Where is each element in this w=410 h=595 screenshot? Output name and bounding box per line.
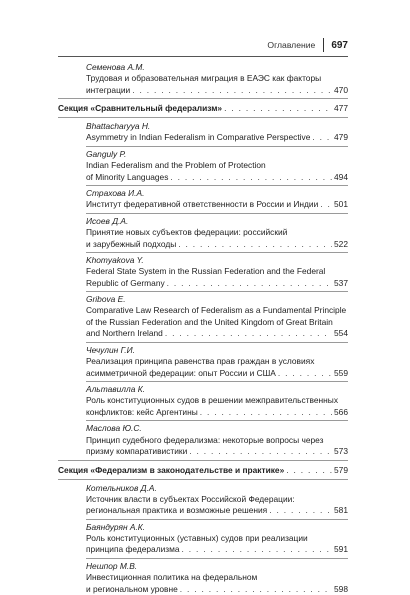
leader-dots	[278, 368, 332, 380]
entries-top	[58, 62, 348, 96]
entry-divider	[86, 381, 348, 382]
entry-title-end: Институт федеративной ответственности в России и Индии	[86, 199, 319, 210]
leader-dots	[180, 584, 332, 595]
leader-dots	[269, 505, 332, 517]
entry-page: 501	[334, 199, 348, 210]
entry-last-line	[86, 584, 348, 595]
header-separator	[323, 38, 324, 52]
entry-page: 598	[334, 583, 348, 594]
entry-divider	[86, 252, 348, 253]
leader-dots	[182, 544, 332, 556]
entry-last-line	[86, 239, 348, 251]
leader-dots	[170, 172, 332, 184]
entry-last-line	[86, 544, 348, 556]
leader-dots	[167, 278, 332, 290]
entry-author: Баяндурян А.К.	[86, 521, 146, 532]
entry-title-end: Republic of Germany	[86, 277, 165, 288]
entry-author: Семенова А.М.	[86, 62, 145, 72]
entry-title-line: Indian Federalism and the Problem of Protection	[86, 160, 266, 171]
entry-title-line: Принятие новых субъектов федерации: российский	[86, 227, 288, 238]
entry-title-line: Источник власти в субъектах Российской Федерации:	[86, 493, 295, 504]
entry-title-end: призму компаративистики	[86, 446, 188, 457]
entry-last-line	[86, 505, 348, 517]
leader-dots	[312, 132, 332, 144]
toc-entry[interactable]	[58, 188, 348, 211]
entries-section-1	[58, 121, 348, 457]
toc-entry[interactable]	[58, 62, 348, 96]
toc-entry[interactable]	[58, 149, 348, 183]
toc-entry[interactable]	[58, 423, 348, 457]
entry-title-end: региональная практика и возможные решения	[86, 505, 268, 516]
section-heading-legislation[interactable]	[58, 460, 348, 480]
toc-entry[interactable]	[58, 216, 348, 250]
entry-divider	[86, 519, 348, 520]
header-rule	[58, 56, 348, 57]
table-of-contents	[58, 62, 348, 595]
leader-dots	[286, 464, 332, 476]
entry-last-line	[86, 132, 348, 144]
leader-dots	[189, 446, 332, 458]
entry-last-line	[86, 446, 348, 458]
entry-last-line	[86, 199, 348, 211]
entry-title-end: и региональном уровне	[86, 583, 178, 594]
running-title: Оглавление	[267, 40, 316, 50]
entry-author: Gribova E.	[86, 294, 126, 305]
leader-dots	[165, 328, 332, 340]
page-number: 697	[331, 39, 348, 51]
leader-dots	[320, 199, 332, 211]
entry-page: 479	[334, 132, 348, 143]
toc-entry[interactable]	[58, 483, 348, 517]
entry-title-line: Инвестиционная политика на федеральном	[86, 572, 258, 583]
section-page: 579	[334, 464, 348, 475]
entry-title-line: Comparative Law Research of Federalism as a Fundamental Principle	[86, 305, 347, 316]
toc-entry[interactable]	[58, 121, 348, 144]
entry-divider	[86, 185, 348, 186]
entry-page: 554	[334, 328, 348, 339]
toc-entry[interactable]	[58, 345, 348, 379]
entry-page: 494	[334, 171, 348, 182]
entry-divider	[86, 420, 348, 421]
entry-author: Нешпор М.В.	[86, 560, 138, 571]
toc-entry[interactable]	[58, 255, 348, 289]
toc-entry[interactable]	[58, 294, 348, 340]
entry-author: Альтавилла К.	[86, 384, 145, 395]
entry-author: Маслова Ю.С.	[86, 423, 142, 434]
entry-title-end: and Northern Ireland	[86, 328, 163, 339]
leader-dots	[224, 102, 332, 114]
entry-author: Ganguly P.	[86, 148, 127, 159]
section-heading-comparative[interactable]	[58, 98, 348, 118]
entry-title-end: асимметричной федерации: опыт России и США	[86, 367, 276, 378]
section-title: Секция «Федерализм в законодательстве и практике»	[58, 464, 285, 475]
toc-entry[interactable]	[58, 384, 348, 418]
entry-divider	[86, 146, 348, 147]
entry-last-line	[86, 368, 348, 380]
entry-last-line	[86, 407, 348, 419]
running-header	[58, 36, 348, 54]
entry-title-end: of Minority Languages	[86, 171, 169, 182]
entry-last-line	[86, 278, 348, 290]
entries-section-2	[58, 483, 348, 595]
entry-divider	[86, 558, 348, 559]
entry-title-end: и зарубежный подходы	[86, 238, 177, 249]
entry-title-line: of the Russian Federation and the United Kingdom of Great Britain	[86, 316, 333, 327]
entry-divider	[86, 291, 348, 292]
entry-last-line	[86, 172, 348, 184]
leader-dots	[200, 407, 332, 419]
entry-divider	[86, 213, 348, 214]
leader-dots	[178, 239, 332, 251]
entry-title-line: Роль конституционных судов в решении межправительственных	[86, 395, 339, 406]
entry-title-end: Asymmetry in Indian Federalism in Comparative Perspective	[86, 132, 311, 143]
entry-author: Bhattacharyya H.	[86, 121, 151, 132]
entry-divider	[86, 342, 348, 343]
entry-title-line: Реализация принципа равенства прав граждан в условиях	[86, 356, 315, 367]
entry-page: 522	[334, 238, 348, 249]
leader-dots	[132, 85, 332, 97]
section-title: Секция «Сравнительный федерализм»	[58, 103, 223, 114]
entry-title-end: принципа федерализма	[86, 544, 180, 555]
entry-page: 537	[334, 277, 348, 288]
entry-page: 559	[334, 367, 348, 378]
entry-author: Чечулин Г.И.	[86, 344, 135, 355]
entry-page: 573	[334, 446, 348, 457]
entry-page: 591	[334, 544, 348, 555]
entry-author: Котельников Д.А.	[86, 482, 157, 493]
entry-title-end: интеграции	[86, 84, 131, 95]
entry-title-line: Трудовая и образовательная миграция в ЕАЭС как факторы	[86, 73, 322, 84]
entry-title-line: Принцип судебного федерализма: некоторые вопросы через	[86, 434, 324, 445]
entry-page: 470	[334, 84, 348, 95]
toc-entry[interactable]	[58, 522, 348, 556]
entry-author: Khomyakova Y.	[86, 255, 144, 266]
entry-author: Исоев Д.А.	[86, 215, 129, 226]
entry-title-line: Federal State System in the Russian Federation and the Federal	[86, 266, 326, 277]
section-page: 477	[334, 103, 348, 114]
entry-title-line: Роль конституционных (уставных) судов при реализации	[86, 532, 308, 543]
entry-author: Страхова И.А.	[86, 188, 145, 199]
toc-entry[interactable]	[58, 561, 348, 595]
entry-page: 566	[334, 406, 348, 417]
entry-last-line	[86, 328, 348, 340]
entry-title-end: конфликтов: кейс Аргентины	[86, 406, 198, 417]
entry-last-line	[86, 85, 348, 97]
entry-page: 581	[334, 505, 348, 516]
